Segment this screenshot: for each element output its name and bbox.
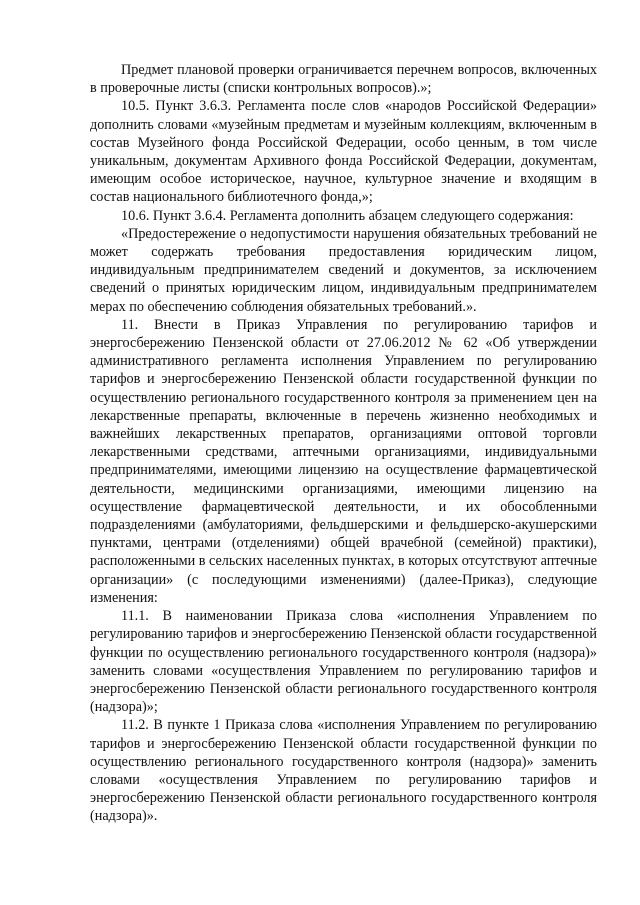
document-page xyxy=(90,61,597,826)
paragraph-10-5: 10.5. Пункт 3.6.3. Регламента после слов «народов Российской Федерации» дополнить словами «музейным предметам и музейным коллекциям, включенным в состав Музейного фонда Российской Федерации, особо ценным, в том числе уникальным, документам Архивного фонда Российской Федерации, документам, имеющим особое историческое, научное, культурное значение и входящим в состав национального библиотечного фонда,»; xyxy=(90,98,597,206)
paragraph-11: 11. Внести в Приказ Управления по регулированию тарифов и энергосбережению Пензенской области от 27.06.2012 № 62 «Об утверждении административного регламента исполнения Управлением по регулированию тарифов и энергосбережению Пензенской области государственной функции по осуществлению регионального государственного контроля за применением цен на лекарственные препараты, включенные в перечень жизненно необходимых и важнейших лекарственных препаратов, организациями оптовой торговли лекарственными средствами, аптечными организациями, индивидуальными предпринимателями, имеющими лицензию на осуществление фармацевтической деятельности, медицинскими организациями, имеющими лицензию на осуществление фармацевтической деятельности, и их обособленными подразделениями (амбулаториями, фельдшерскими и фельдшерско-акушерскими пунктами, центрами (отделениями) общей врачебной (семейной) практики), расположенными в сельских населенных пунктах, в которых отсутствуют аптечные организации» (с последующими изменениями) (далее-Приказ), следующие изменения: xyxy=(90,316,597,606)
paragraph-11-1: 11.1. В наименовании Приказа слова «исполнения Управлением по регулированию тарифов и энергосбережению Пензенской области государственной функции по осуществлению регионального государственного контроля (надзора)» заменить словами «осуществления Управлением по регулированию тарифов и энергосбережению Пензенской области регионального государственного контроля (надзора)»; xyxy=(90,608,597,716)
paragraph-inspection-subject: Предмет плановой проверки ограничивается перечнем вопросов, включенных в проверочные листы (списки контрольных вопросов).»; xyxy=(90,62,597,97)
paragraph-11-2: 11.2. В пункте 1 Приказа слова «исполнения Управлением по регулированию тарифов и энергосбережению Пензенской области государственной функции по осуществлению регионального государственного контроля (надзора)» заменить словами «осуществления Управлением по регулированию тарифов и энергосбережению Пензенской области регионального государственного контроля (надзора)». xyxy=(90,717,597,825)
paragraph-warning-quote: «Предостережение о недопустимости нарушения обязательных требований не может содержать требования предоставления юридическим лицом, индивидуальным предпринимателем сведений и документов, за исключением сведений о принятых юридическим лицом, индивидуальным предпринимателем мерах по обеспечению соблюдения обязательных требований.». xyxy=(90,225,597,315)
paragraph-10-6: 10.6. Пункт 3.6.4. Регламента дополнить абзацем следующего содержания: xyxy=(121,207,574,224)
